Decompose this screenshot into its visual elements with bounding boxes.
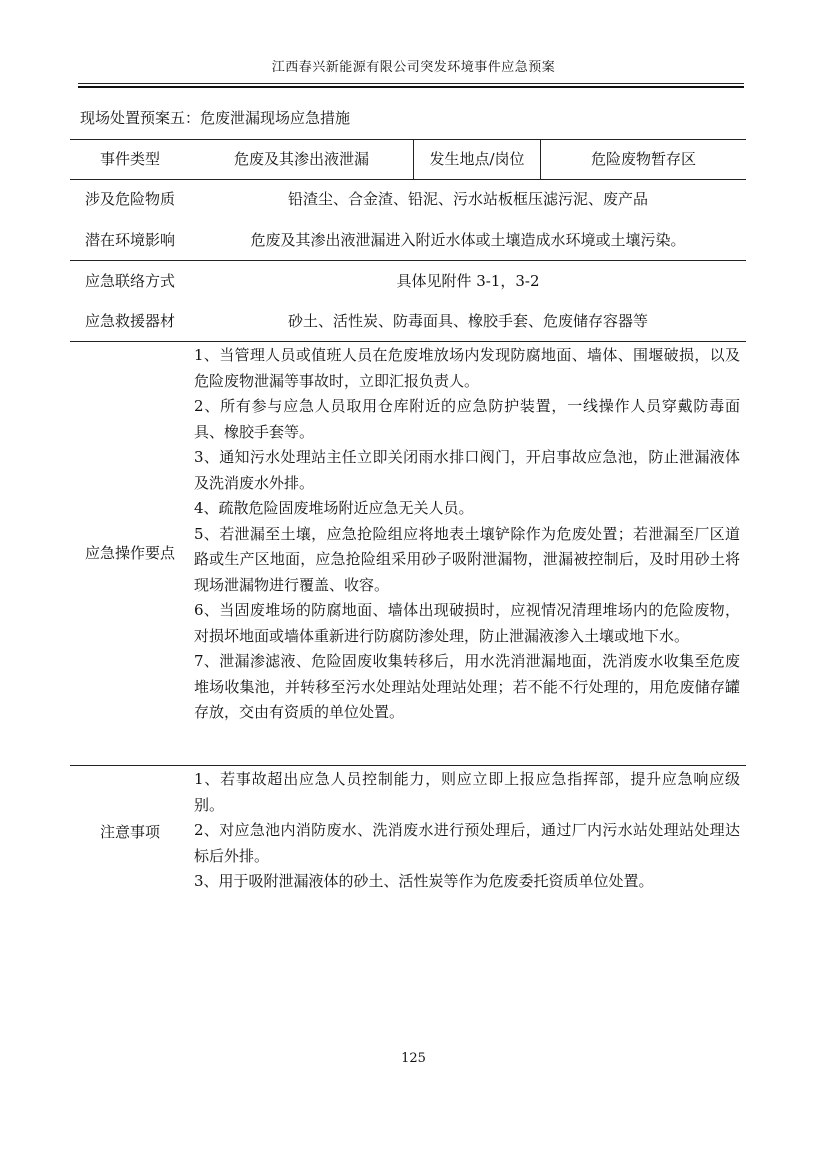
materials-label: 涉及危险物质	[84, 190, 175, 208]
notes-label: 注意事项	[99, 823, 160, 841]
location-label: 发生地点/岗位	[429, 150, 525, 168]
operation-step: 3、通知污水处理站主任立即关闭雨水排口阀门，开启事故应急池，防止泄漏液体及洗消废水外排。	[194, 448, 740, 492]
operation-step: 6、当固废堆场的防腐地面、墙体出现破损时，应视情况清理堆场内的危险废物，对损坏地面或墙体重新进行防腐防渗处理，防止泄漏液渗入土壤或地下水。	[194, 601, 740, 645]
note-item: 2、对应急池内消防废水、洗消废水进行预处理后，通过厂内污水站处理站处理达标后外排。	[194, 821, 740, 865]
operation-step: 7、泄漏渗滤液、危险固废收集转移后，用水洗消泄漏地面，洗消废水收集至危废堆场收集池，并转移至污水处理站处理站处理；若不能不行处理的，用危废储存罐存放，交由有资质的单位处置。	[194, 652, 740, 721]
equipment-label: 应急救援器材	[84, 312, 175, 330]
section-title: 现场处置预案五：危废泄漏现场应急措施	[80, 109, 351, 127]
operation-step: 5、若泄漏至土壤，应急抢险组应将地表土壤铲除作为危废处置；若泄漏至厂区道路或生产区地面，应急抢险组采用砂子吸附泄漏物，泄漏被控制后，及时用砂土将现场泄漏物进行覆盖、收容。	[194, 524, 740, 594]
operation-step: 2、所有参与应急人员取用仓库附近的应急防护装置，一线操作人员穿戴防毒面具、橡胶手套等。	[194, 397, 740, 441]
event-type-label: 事件类型	[99, 150, 160, 168]
contact-label: 应急联络方式	[84, 272, 175, 290]
equipment-value: 砂土、活性炭、防毒面具、橡胶手套、危废储存容器等	[287, 312, 648, 330]
notes-list	[194, 767, 740, 895]
operation-step: 4、疏散危险固废堆场附近应急无关人员。	[194, 499, 474, 517]
event-type-value: 危废及其渗出液泄漏	[233, 150, 369, 168]
operation-step: 1、当管理人员或值班人员在危废堆放场内发现防腐地面、墙体、围堰破损，以及危险废物泄漏等事故时，立即汇报负责人。	[194, 346, 740, 390]
header-rule-thin	[78, 83, 744, 84]
note-item: 1、若事故超出应急人员控制能力，则应立即上报应急指挥部，提升应急响应级别。	[194, 770, 740, 814]
header-rule-thick	[78, 86, 744, 88]
impact-label: 潜在环境影响	[84, 231, 175, 249]
page-number: 125	[401, 1051, 426, 1066]
location-value: 危险废物暂存区	[590, 150, 696, 168]
note-item: 3、用于吸附泄漏液体的砂土、活性炭等作为危废委托资质单位处置。	[194, 872, 654, 890]
operations-list	[194, 343, 740, 726]
contact-value: 具体见附件 3-1，3-2	[396, 272, 540, 290]
impact-value: 危废及其渗出液泄漏进入附近水体或土壤造成水环境或土壤污染。	[250, 231, 686, 249]
materials-value: 铅渣尘、合金渣、铅泥、污水站板框压滤污泥、废产品	[287, 190, 648, 208]
document-header-title: 江西春兴新能源有限公司突发环境事件应急预案	[271, 60, 556, 75]
operations-label: 应急操作要点	[84, 544, 175, 562]
